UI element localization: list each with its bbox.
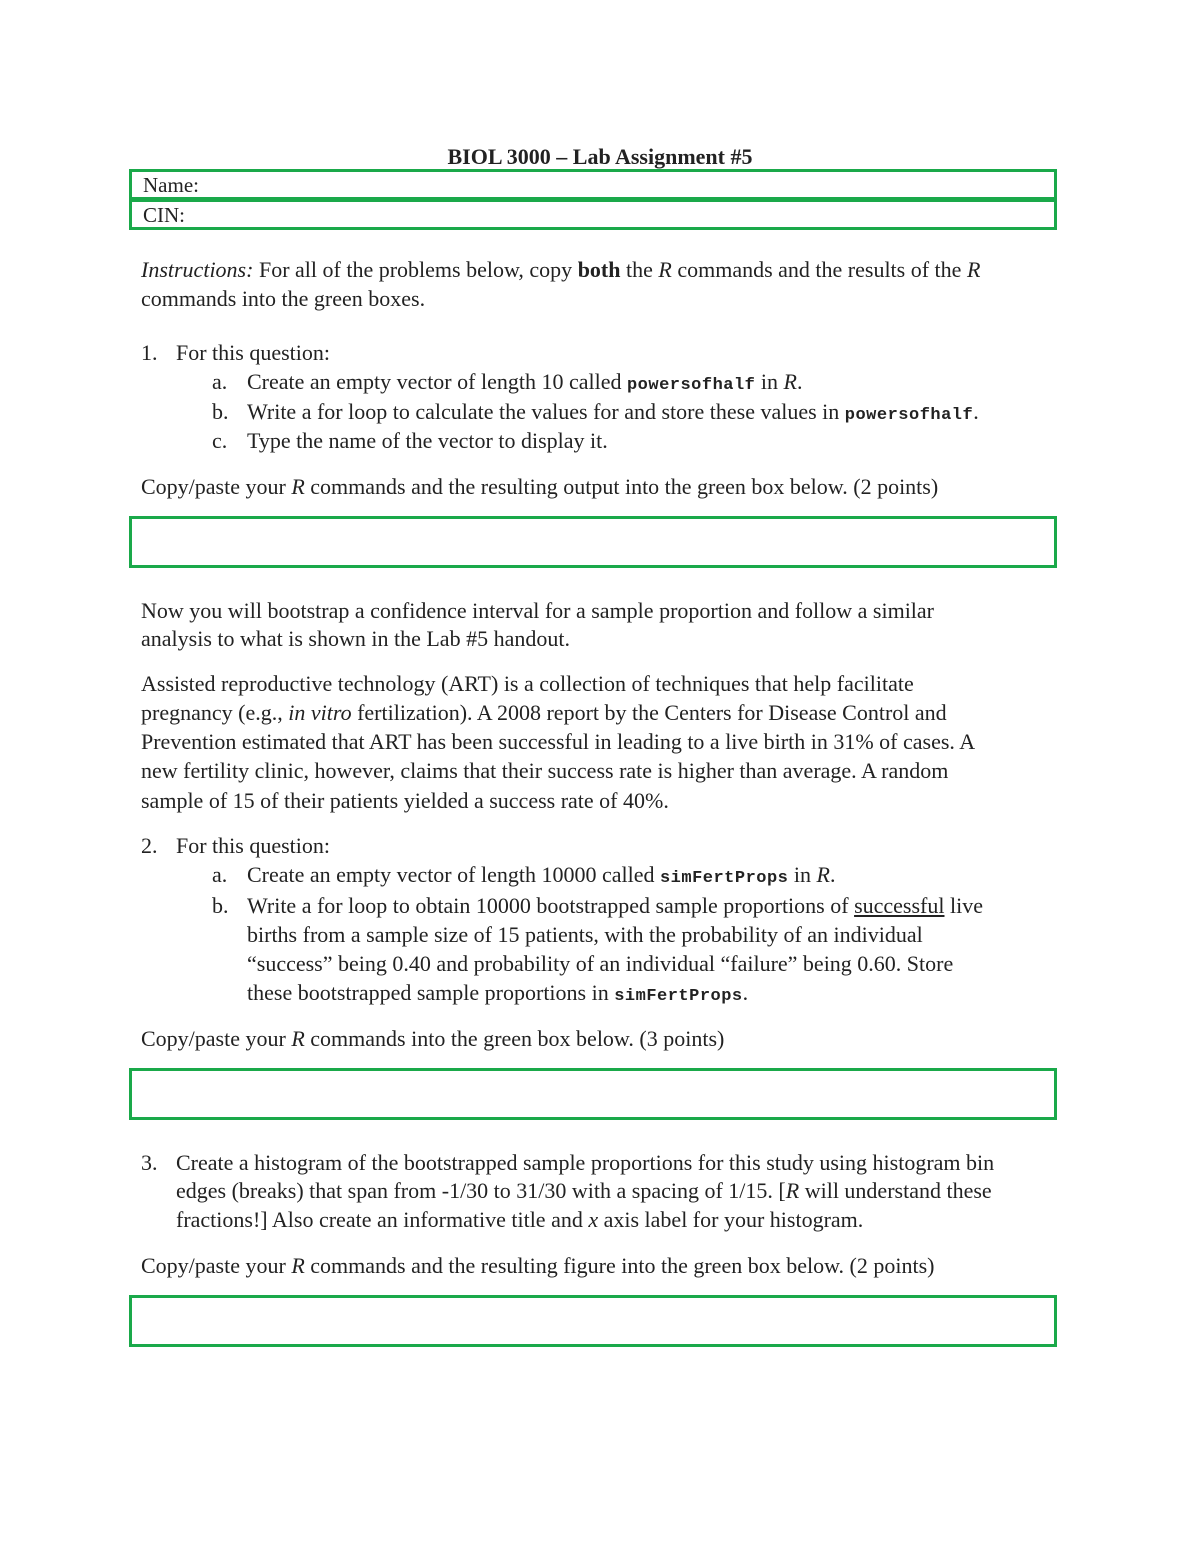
cin-label: CIN: xyxy=(143,203,185,227)
q2a-letter: a. xyxy=(212,862,228,887)
q1-intro: For this question: xyxy=(176,340,331,365)
q2a-code: simFertProps xyxy=(659,869,789,888)
q2a-text: Create an empty vector of length 10000 called simFertProps in R. xyxy=(247,862,836,888)
cin-field-box[interactable] xyxy=(129,199,1057,230)
bootstrap-intro-line-2: analysis to what is shown in the Lab #5 handout. xyxy=(141,626,570,651)
q3-number: 3. xyxy=(141,1150,158,1175)
q2-copy-instruction: Copy/paste your R commands into the green box below. (3 points) xyxy=(141,1026,725,1051)
page-title: BIOL 3000 – Lab Assignment #5 xyxy=(447,144,753,169)
bootstrap-intro-line-1: Now you will bootstrap a confidence interval for a sample proportion and follow a similar xyxy=(141,598,935,623)
q1-number: 1. xyxy=(141,340,158,365)
q2-intro: For this question: xyxy=(176,833,331,858)
q1a-text: Create an empty vector of length 10 called powersofhalf in R. xyxy=(247,369,803,395)
art-line-1: Assisted reproductive technology (ART) is a collection of techniques that help facilitate xyxy=(141,671,914,696)
q1b-letter: b. xyxy=(212,399,229,424)
q1a-letter: a. xyxy=(212,369,228,394)
q1c-text: Type the name of the vector to display it. xyxy=(247,428,608,453)
q3-line-3: fractions!] Also create an informative title and x axis label for your histogram. xyxy=(176,1207,864,1232)
q1a-code: powersofhalf xyxy=(626,376,756,395)
q3-answer-box[interactable] xyxy=(129,1295,1057,1347)
q1c-letter: c. xyxy=(212,428,228,453)
art-line-3: Prevention estimated that ART has been successful in leading to a live birth in 31% of cases. A xyxy=(141,729,976,754)
instructions-lead: Instructions: xyxy=(141,257,254,282)
q3-copy-instruction: Copy/paste your R commands and the resulting figure into the green box below. (2 points) xyxy=(141,1253,935,1278)
instructions-line-1: Instructions: For all of the problems below, copy both the R commands and the results of the R xyxy=(141,257,981,282)
q2b-line-2: births from a sample size of 15 patients, with the probability of an individual xyxy=(247,922,923,947)
q2b-letter: b. xyxy=(212,893,229,918)
instructions-bold: both xyxy=(577,257,621,282)
instructions-line-2: commands into the green boxes. xyxy=(141,286,426,311)
q1b-code: powersofhalf xyxy=(844,406,974,425)
q2-number: 2. xyxy=(141,833,158,858)
art-line-4: new fertility clinic, however, claims that their success rate is higher than average. A random xyxy=(141,758,949,783)
q2b-line-1: Write a for loop to obtain 10000 bootstrapped sample proportions of successful live xyxy=(247,893,983,918)
name-label: Name: xyxy=(143,173,199,197)
q2b-code: simFertProps xyxy=(614,987,743,1006)
q1-answer-box[interactable] xyxy=(129,516,1057,568)
q1b-text: Write a for loop to calculate the values for and store these values in powersofhalf. xyxy=(247,399,979,425)
art-line-2: pregnancy (e.g., in vitro fertilization). A 2008 report by the Centers for Disease Control and xyxy=(141,700,947,725)
q2b-line-3: “success” being 0.40 and probability of an individual “failure” being 0.60. Store xyxy=(247,951,954,976)
q3-line-2: edges (breaks) that span from -1/30 to 31/30 with a spacing of 1/15. [R will understand these xyxy=(176,1178,992,1203)
name-field-box[interactable] xyxy=(129,169,1057,200)
q1-copy-instruction: Copy/paste your R commands and the resulting output into the green box below. (2 points) xyxy=(141,474,939,499)
q2-answer-box[interactable] xyxy=(129,1068,1057,1120)
q3-line-1: Create a histogram of the bootstrapped sample proportions for this study using histogram bin xyxy=(176,1150,995,1175)
q2b-line-4: these bootstrapped sample proportions in simFertProps. xyxy=(247,980,749,1006)
art-line-5: sample of 15 of their patients yielded a success rate of 40%. xyxy=(141,788,669,813)
